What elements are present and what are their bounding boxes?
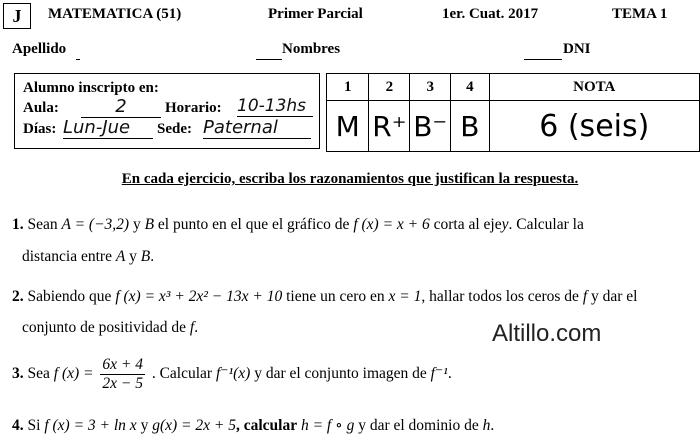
text: , hallar todos los ceros de bbox=[421, 288, 579, 305]
text: y bbox=[129, 248, 137, 265]
text: Si bbox=[27, 417, 41, 434]
nota-header: NOTA bbox=[489, 74, 699, 101]
math-expr: A bbox=[115, 248, 126, 265]
grade-value-3: B⁻ bbox=[410, 101, 451, 152]
text: . Calcular la bbox=[508, 216, 584, 233]
math-expr: f bbox=[582, 288, 588, 305]
horario-label: Horario: bbox=[165, 100, 222, 116]
math-expr: y bbox=[501, 216, 509, 233]
student-enrollment-box bbox=[14, 73, 320, 149]
sede-label: Sede: bbox=[157, 121, 192, 137]
text: y dar el bbox=[591, 288, 638, 305]
text: Sea bbox=[27, 365, 50, 383]
apellido-field[interactable] bbox=[76, 41, 80, 60]
tema-label: TEMA 1 bbox=[612, 6, 668, 22]
question-number: 3. bbox=[12, 365, 24, 383]
grade-value-1: M bbox=[327, 101, 369, 152]
math-expr: h bbox=[482, 417, 491, 434]
nota-value: 6 (seis) bbox=[489, 101, 699, 152]
math-expr: f (x) = x + 6 bbox=[353, 216, 430, 233]
grade-value-2: R⁺ bbox=[369, 101, 410, 152]
text: corta al eje bbox=[433, 216, 502, 233]
grades-table bbox=[326, 73, 700, 152]
exam-letter: J bbox=[3, 3, 31, 29]
term-label: 1er. Cuat. 2017 bbox=[442, 6, 539, 22]
question-1-line-2 bbox=[22, 248, 154, 266]
nombres-field[interactable] bbox=[256, 41, 282, 60]
text: y dar el dominio de bbox=[358, 417, 479, 434]
math-expr: f (x) = 3 + ln x bbox=[44, 417, 137, 434]
text: y dar el conjunto imagen de bbox=[254, 365, 427, 383]
dni-field[interactable] bbox=[524, 41, 562, 60]
text: y bbox=[132, 216, 141, 233]
enrollment-title: Alumno inscripto en: bbox=[23, 80, 159, 96]
text: Sean bbox=[27, 216, 58, 233]
question-1-line-1 bbox=[12, 216, 584, 234]
text: conjunto de positividad de bbox=[22, 319, 187, 336]
question-number: 1. bbox=[12, 216, 24, 233]
text: Sabiendo que bbox=[27, 288, 112, 305]
watermark: Altillo.com bbox=[492, 320, 602, 347]
text: . bbox=[447, 365, 452, 383]
text: . Calcular bbox=[151, 365, 213, 383]
grade-value-4: B bbox=[451, 101, 489, 152]
math-expr: f bbox=[189, 319, 195, 336]
dias-value[interactable]: Lun-Jue bbox=[63, 117, 153, 139]
text: . bbox=[150, 248, 155, 265]
dias-label: Días: bbox=[23, 121, 57, 137]
aula-value[interactable]: 2 bbox=[81, 96, 161, 118]
dni-label: DNI bbox=[563, 41, 591, 57]
question-3 bbox=[12, 356, 452, 393]
math-expr: B bbox=[140, 248, 151, 265]
fraction-denominator: 2x − 5 bbox=[102, 375, 143, 392]
exam-title: Primer Parcial bbox=[268, 6, 363, 22]
subject-title: MATEMATICA (51) bbox=[48, 6, 182, 22]
math-expr: B bbox=[144, 216, 155, 233]
grade-header-3: 3 bbox=[410, 74, 451, 101]
math-expr: A = (−3,2) bbox=[61, 216, 130, 233]
text: el punto en el que el gráfico de bbox=[157, 216, 350, 233]
math-expr: f (x) = bbox=[53, 365, 94, 383]
math-expr: f⁻¹ bbox=[430, 365, 448, 383]
fraction bbox=[100, 356, 145, 393]
fraction-numerator: 6x + 4 bbox=[102, 356, 143, 373]
question-2-line-2 bbox=[22, 319, 198, 337]
instructions: En cada ejercicio, escriba los razonamientos que justifican la respuesta. bbox=[121, 171, 579, 187]
grade-header-2: 2 bbox=[369, 74, 410, 101]
text: , calcular bbox=[235, 417, 298, 434]
text: distancia entre bbox=[22, 248, 112, 265]
grade-header-1: 1 bbox=[327, 74, 369, 101]
text: . bbox=[490, 417, 495, 434]
grade-header-4: 4 bbox=[451, 74, 489, 101]
horario-value[interactable]: 10-13hs bbox=[237, 96, 313, 117]
question-2-line-1 bbox=[12, 288, 637, 306]
text: . bbox=[194, 319, 199, 336]
nombres-label: Nombres bbox=[282, 41, 341, 57]
text: tiene un cero en bbox=[286, 288, 385, 305]
question-number: 2. bbox=[12, 288, 24, 305]
question-4 bbox=[12, 416, 494, 435]
math-expr: x = 1 bbox=[388, 288, 422, 305]
math-expr: f (x) = x³ + 2x² − 13x + 10 bbox=[115, 288, 283, 305]
text: y bbox=[140, 417, 149, 434]
math-expr: f⁻¹(x) bbox=[215, 365, 251, 383]
sede-value[interactable]: Paternal bbox=[203, 117, 311, 139]
aula-label: Aula: bbox=[23, 100, 59, 116]
math-expr: h = f ∘ g bbox=[300, 417, 355, 434]
apellido-label: Apellido bbox=[12, 41, 67, 57]
math-expr: g(x) = 2x + 5 bbox=[152, 417, 236, 434]
question-number: 4. bbox=[12, 417, 24, 434]
